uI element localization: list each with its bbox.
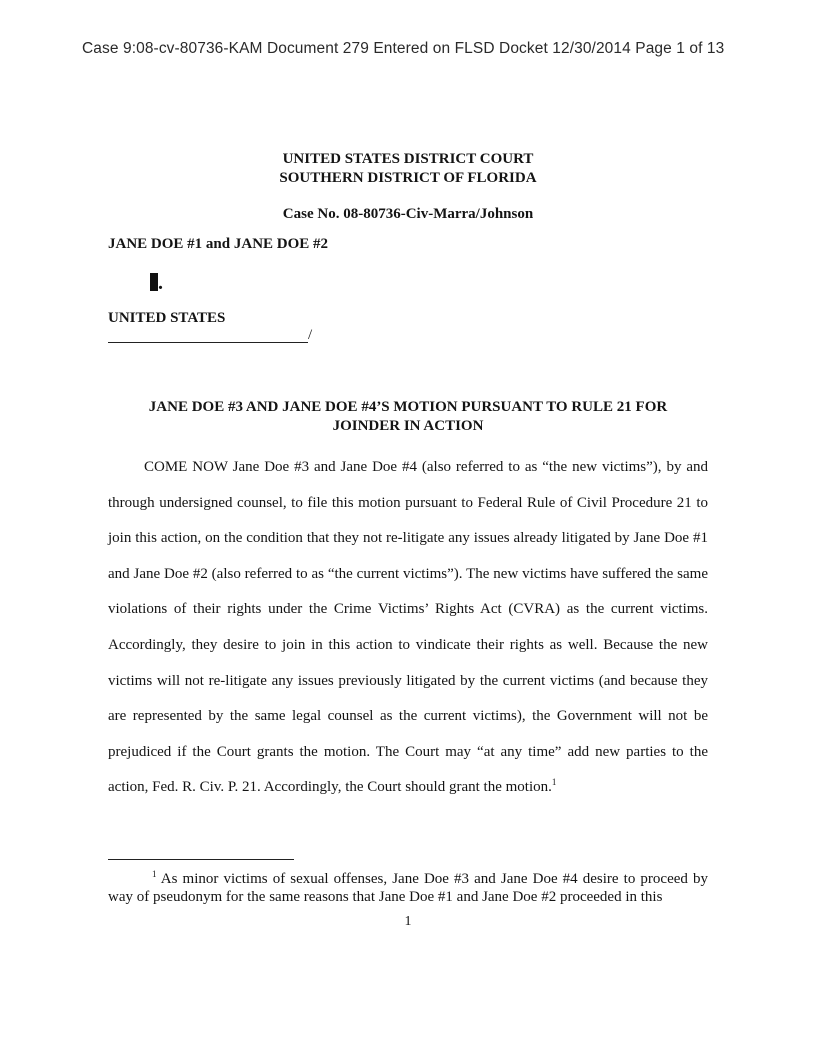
footnote-marker: 1	[152, 869, 157, 879]
case-number: Case No. 08-80736-Civ-Marra/Johnson	[282, 206, 534, 222]
defendant-name: UNITED STATES	[108, 310, 226, 326]
motion-title-line-1: JANE DOE #3 AND JANE DOE #4’S MOTION PURSUANT TO RULE 21 FOR	[148, 399, 668, 415]
versus-suffix: .	[158, 272, 163, 294]
page-number: 1	[404, 914, 412, 929]
motion-body-paragraph	[108, 450, 708, 806]
caption-slash: /	[308, 327, 313, 343]
versus-line	[150, 272, 163, 295]
motion-title-line-2: JOINDER IN ACTION	[332, 418, 484, 434]
redaction-block	[150, 273, 158, 291]
plaintiffs-name: JANE DOE #1 and JANE DOE #2	[108, 236, 329, 252]
footnote-divider	[108, 859, 294, 860]
motion-body-text: COME NOW Jane Doe #3 and Jane Doe #4 (also referred to as “the new victims”), by and through undersigned counsel, to file this motion pursuant to Federal Rule of Civil Procedure 21 to join this action, on the condition that they not re-litigate any issues already litigated by Jane Doe #1 and Jane Doe #2 (also referred to as “the current victims”). The new victims have suffered the same violations of their rights under the Crime Victims’ Rights Act (CVRA) as the current victims. Accordingly, they desire to join in this action to vindicate their rights as well. Because the new victims will not re-litigate any issues previously litigated by the current victims (and because they are represented by the same legal counsel as the current victims), the Government will not be prejudiced if the Court grants the motion. The Court may “at any time” add new parties to the action, Fed. R. Civ. P. 21. Accordingly, the Court should grant the motion.	[108, 459, 708, 796]
docket-header-stamp: Case 9:08-cv-80736-KAM Document 279 Entered on FLSD Docket 12/30/2014 Page 1 of 13	[82, 40, 725, 57]
footnote	[108, 871, 708, 906]
court-name-line-2: SOUTHERN DISTRICT OF FLORIDA	[279, 170, 537, 186]
court-name	[0, 150, 816, 188]
court-name-line-1: UNITED STATES DISTRICT COURT	[282, 151, 534, 167]
motion-title	[0, 398, 816, 436]
footnote-reference[interactable]: 1	[551, 777, 557, 788]
footnote-text: As minor victims of sexual offenses, Jane Doe #3 and Jane Doe #4 desire to proceed by way of pseudonym for the same reasons that Jane Doe #1 and Jane Doe #2 proceeded in this	[108, 871, 708, 905]
caption-rule	[108, 329, 308, 343]
